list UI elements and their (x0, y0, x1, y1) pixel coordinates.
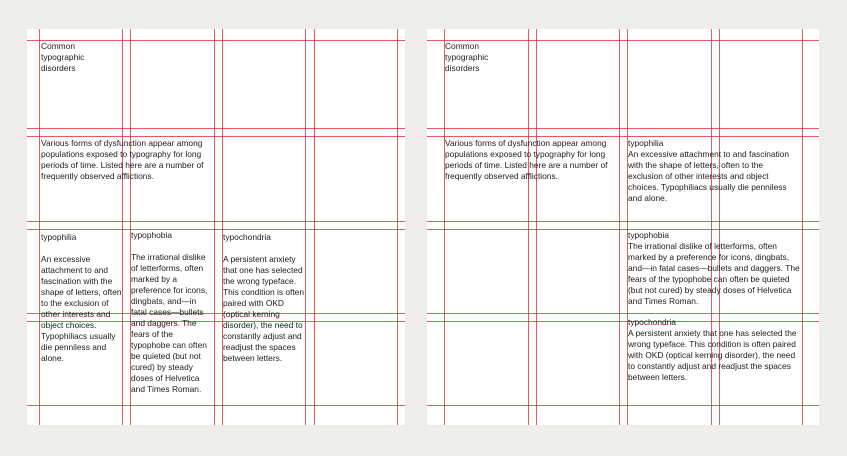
disorder-entry-typophilia (628, 138, 800, 204)
intro-paragraph: Various forms of dysfunction appear among populations exposed to typography for long periods of time. Listed here are a number of frequently observed afflictions. (445, 138, 608, 181)
disorder-name: typophobia (628, 230, 669, 240)
disorder-entry-typophilia (41, 232, 123, 364)
grid-line-vertical (122, 29, 123, 425)
disorder-description: A persistent anxiety that one has selected the wrong typeface. This condition is often paired with OKD (optical kerning disorder), the need to constantly adjust and readjust the spaces between letters. (223, 254, 305, 363)
grid-line-horizontal (427, 313, 819, 314)
grid-line-vertical (214, 29, 215, 425)
page-stacked-layout (427, 29, 819, 425)
disorder-description: A persistent anxiety that one has selected the wrong typeface. This condition is often paired with OKD (optical kerning disorder), the need to constantly adjust and readjust the spaces between letters. (628, 328, 797, 382)
disorder-description: The irrational dislike of letterforms, often marked by a preference for icons, dingbats, and—in fatal cases—bullets and daggers. The fears of the typophobe can often be quieted (but not cured) by steady doses of Helvetica and Times Roman. (131, 252, 208, 394)
disorder-entry-typophobia (628, 230, 800, 307)
page-three-column-layout (27, 29, 405, 425)
grid-line-horizontal (27, 128, 405, 129)
disorder-description: An excessive attachment to and fascination with the shape of letters, often to the exclusion of other interests and object choices. Typophiliacs usually die penniless and alone. (628, 149, 790, 203)
grid-line-vertical (528, 29, 529, 425)
disorder-name: typophilia (41, 232, 77, 242)
disorder-description: The irrational dislike of letterforms, often marked by a preference for icons, dingbats, and—in fatal cases—bullets and daggers. The fears of the typophobe can often be quieted (but not cured) by steady doses of Helvetica and Times Roman. (628, 241, 800, 306)
disorder-name: typochondria (223, 232, 271, 242)
intro-paragraph: Various forms of dysfunction appear among populations exposed to typography for long periods of time. Listed here are a number of frequently observed afflictions. (41, 138, 204, 181)
grid-line-horizontal (427, 221, 819, 222)
grid-line-vertical (305, 29, 306, 425)
disorder-entry-typochondria (628, 317, 802, 383)
grid-line-horizontal (427, 136, 819, 137)
grid-line-vertical (802, 29, 803, 425)
grid-line-horizontal (27, 136, 405, 137)
grid-line-horizontal (27, 229, 405, 230)
grid-line-vertical (314, 29, 315, 425)
grid-line-vertical (536, 29, 537, 425)
grid-line-vertical (619, 29, 620, 425)
grid-line-horizontal (27, 221, 405, 222)
page-title: Common typographic disorders (41, 41, 85, 73)
disorder-entry-typochondria (223, 232, 305, 364)
grid-line-vertical (444, 29, 445, 425)
grid-line-vertical (39, 29, 40, 425)
disorder-entry-typophobia (131, 230, 211, 395)
grid-line-horizontal (427, 128, 819, 129)
page-title: Common typographic disorders (445, 41, 489, 73)
disorder-description: An excessive attachment to and fascination with the shape of letters, often to the exclusion of other interests and object choices. Typophiliacs usually die penniless and alone. (41, 254, 122, 363)
grid-line-vertical (397, 29, 398, 425)
disorder-name: typophobia (131, 230, 172, 240)
disorder-name: typochondria (628, 317, 676, 327)
grid-line-horizontal (27, 405, 405, 406)
grid-line-vertical (222, 29, 223, 425)
grid-line-horizontal (427, 405, 819, 406)
disorder-name: typophilia (628, 138, 664, 148)
